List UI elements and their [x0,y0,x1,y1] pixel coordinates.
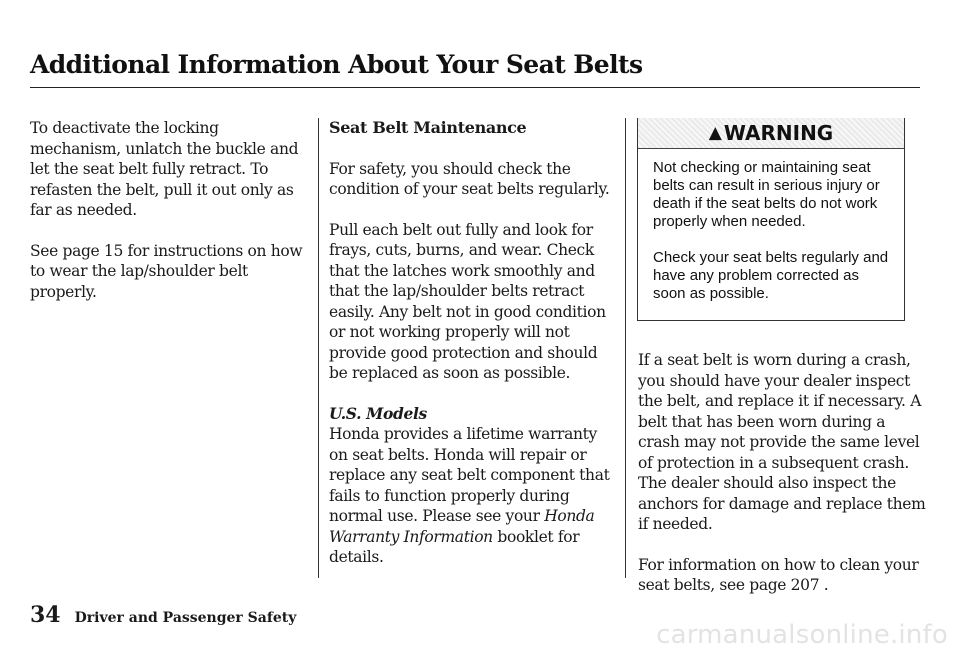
warning-triangle-icon: ▲ [708,123,722,143]
left-column [30,118,310,322]
warning-text: Not checking or maintaining seat belts can result in serious injury or death if the seat belts do not work properly when needed. [653,159,880,230]
middle-column [329,118,619,588]
paragraph: Honda provides a lifetime warranty on seat belts. Honda will repair or replace any seat belt component that fails to function properly during normal use. Please see your Honda Warranty Information booklet for details. [329,425,610,566]
paragraph: To deactivate the locking mechanism, unlatch the buckle and let the seat belt fully retract. To refasten the belt, pull it out only as far as needed. [30,119,299,219]
paragraph: Pull each belt out fully and look for frays, cuts, burns, and wear. Check that the latches work smoothly and that the lap/shoulder belts retract easily. Any belt not in good condition or not working properly will not provide good protection and should be replaced as soon as possible. [329,220,606,382]
column-divider [625,118,626,578]
right-column [638,350,928,616]
column-divider [318,118,319,578]
italic-title: Honda Warranty Information [329,507,595,546]
paragraph: If a seat belt is worn during a crash, you should have your dealer inspect the belt, and replace it if necessary. A belt that has been worn during a crash may not provide the same level of protection in a subsequent crash. The dealer should also inspect the anchors for damage and replace them if needed. [638,351,926,533]
section-heading: Seat Belt Maintenance [329,118,527,137]
page-number: 34 [30,602,61,628]
paragraph: See page 15 for instructions on how to wear the lap/shoulder belt properly. [30,241,303,301]
footer [30,602,296,628]
paragraph: For information on how to clean your seat belts, see page 207 . [638,555,919,594]
watermark: carmanualsonline.info [656,620,948,650]
warning-title: WARNING [723,121,834,145]
paragraph: For safety, you should check the condition of your seat belts regularly. [329,159,610,198]
warning-header [638,118,904,149]
warning-body [638,149,904,303]
section-name: Driver and Passenger Safety [74,610,297,626]
warning-text: Check your seat belts regularly and have any problem corrected as soon as possible. [653,249,889,302]
page-title: Additional Information About Your Seat Belts [30,50,643,79]
section-heading: U.S. Models [329,403,427,423]
warning-box [637,118,905,321]
title-rule [30,87,920,88]
